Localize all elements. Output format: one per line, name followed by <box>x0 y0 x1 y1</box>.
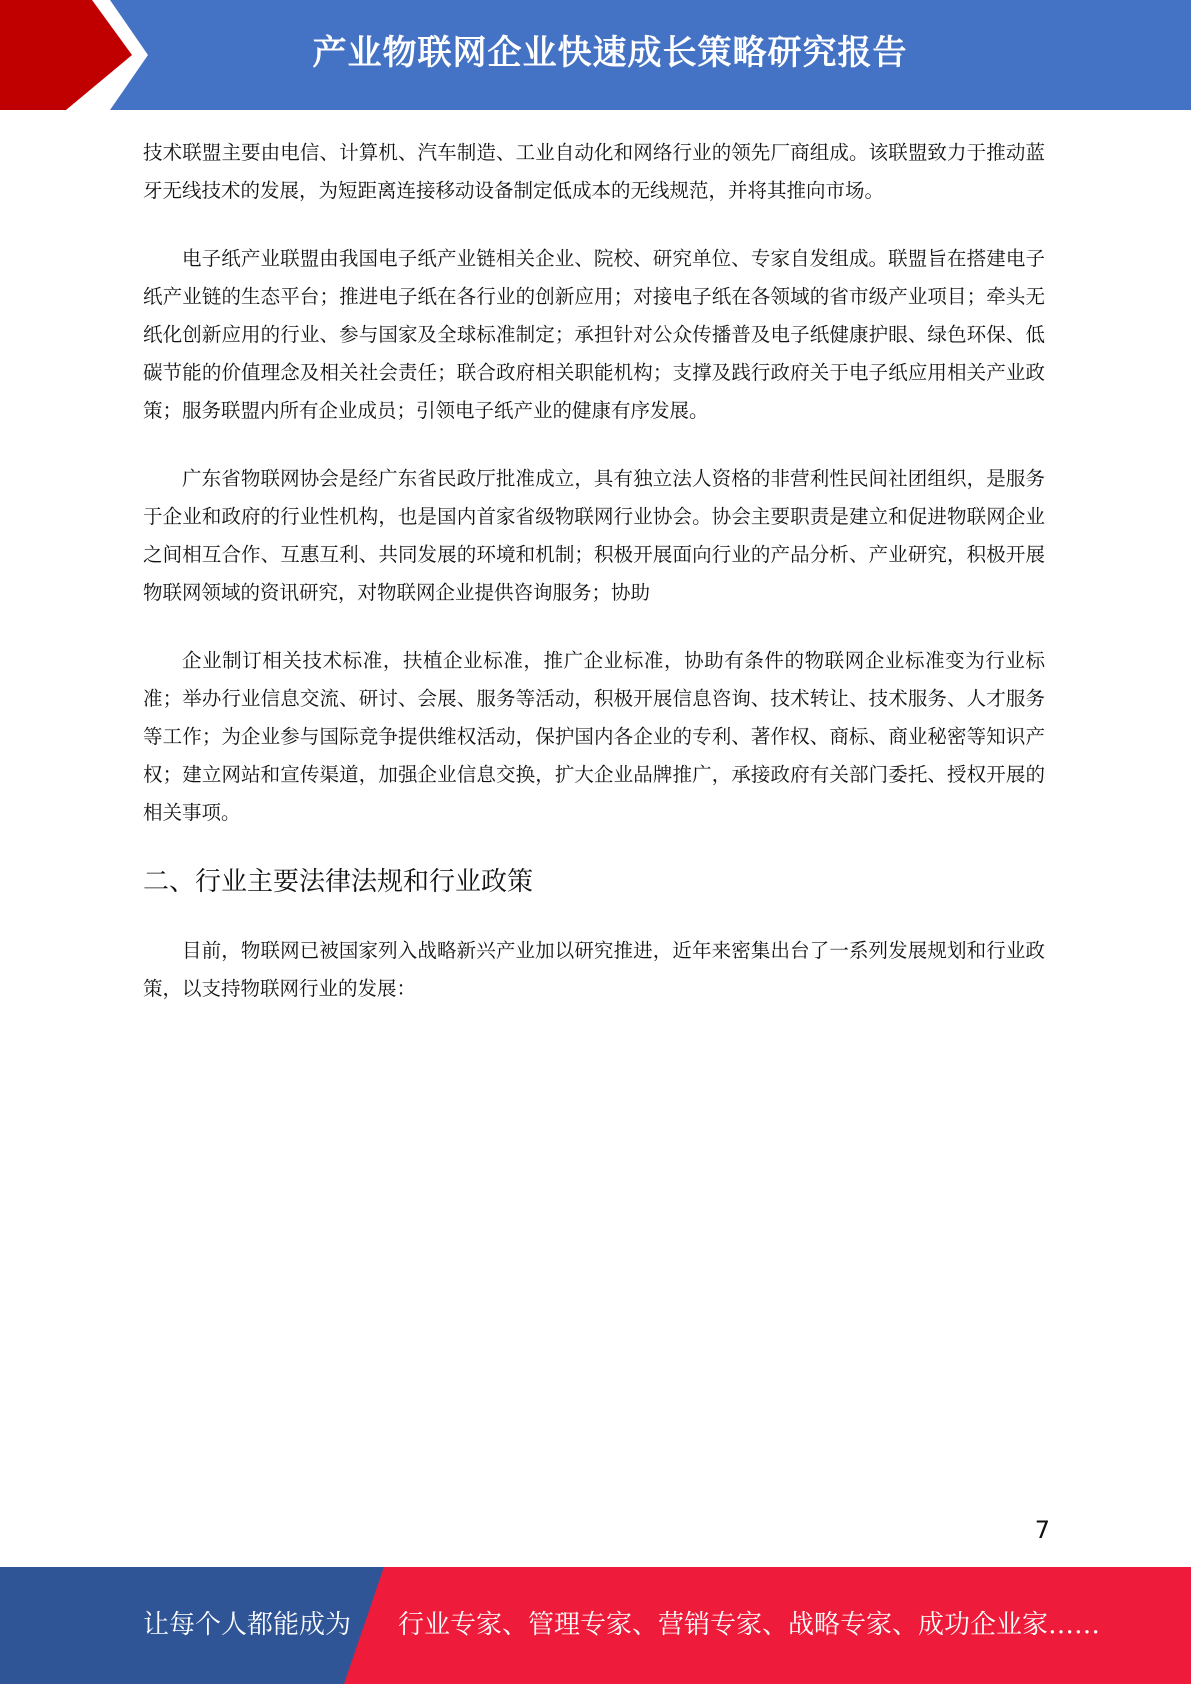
page-body <box>143 134 1045 1038</box>
paragraph-association-duties: 企业制订相关技术标准，扶植企业标准，推广企业标准，协助有条件的物联网企业标准变为行业标准；举办行业信息交流、研讨、会展、服务等活动，积极开展信息咨询、技术转让、技术服务、人才服务等工作；为企业参与国际竞争提供维权活动，保护国内各企业的专利、著作权、商标、商业秘密等知识产权；建立网站和宣传渠道，加强企业信息交换，扩大企业品牌推广，承接政府有关部门委托、授权开展的相关事项。 <box>143 649 1045 824</box>
page-footer <box>0 1567 1191 1684</box>
report-title: 产业物联网企业快速成长策略研究报告 <box>312 33 908 73</box>
paragraph-policy-intro: 目前，物联网已被国家列入战略新兴产业加以研究推进，近年来密集出台了一系列发展规划和行业政策，以支持物联网行业的发展： <box>143 939 1045 1000</box>
paragraph-bluetooth-alliance: 技术联盟主要由电信、计算机、汽车制造、工业自动化和网络行业的领先厂商组成。该联盟致力于推动蓝牙无线技术的发展，为短距离连接移动设备制定低成本的无线规范，并将其推向市场。 <box>143 141 1045 202</box>
footer-slogan-right: 行业专家、管理专家、营销专家、战略专家、成功企业家…… <box>398 1610 1101 1640</box>
page-number: 7 <box>1034 1516 1050 1544</box>
paragraph-epaper-alliance: 电子纸产业联盟由我国电子纸产业链相关企业、院校、研究单位、专家自发组成。联盟旨在搭建电子纸产业链的生态平台；推进电子纸在各行业的创新应用；对接电子纸在各领域的省市级产业项目；牵头无纸化创新应用的行业、参与国家及全球标准制定；承担针对公众传播普及电子纸健康护眼、绿色环保、低碳节能的价值理念及相关社会责任；联合政府相关职能机构；支撑及践行政府关于电子纸应用相关产业政策；服务联盟内所有企业成员；引领电子纸产业的健康有序发展。 <box>143 247 1045 422</box>
section-heading: 二、行业主要法律法规和行业政策 <box>143 867 534 897</box>
paragraph-guangdong-iot-association: 广东省物联网协会是经广东省民政厅批准成立，具有独立法人资格的非营利性民间社团组织，是服务于企业和政府的行业性机构，也是国内首家省级物联网行业协会。协会主要职责是建立和促进物联网企业之间相互合作、互惠互利、共同发展的环境和机制；积极开展面向行业的产品分析、产业研究，积极开展物联网领域的资讯研究，对物联网企业提供咨询服务；协助 <box>143 467 1045 604</box>
footer-slogan-left: 让每个人都能成为 <box>143 1610 352 1640</box>
page-header <box>0 0 1191 110</box>
